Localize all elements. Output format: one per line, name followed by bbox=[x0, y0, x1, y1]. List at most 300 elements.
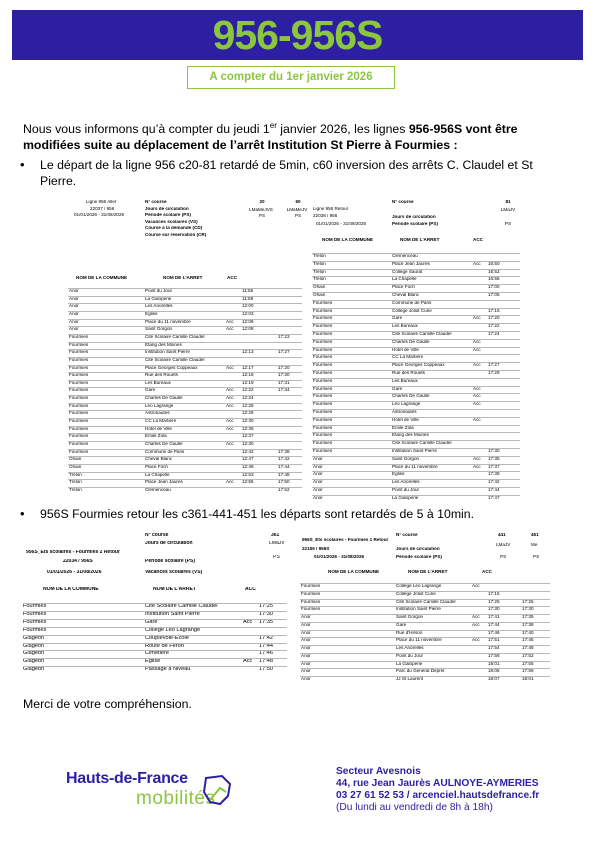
cell-time: 17:29 bbox=[488, 371, 500, 375]
cell-acc: Acc bbox=[473, 347, 481, 352]
column-header: NOM DE L'ARRÊT bbox=[408, 570, 448, 574]
cell-time: 11:55 bbox=[242, 289, 254, 293]
cell-time: 17:46 bbox=[488, 630, 500, 635]
cell-time: 17:30 bbox=[488, 449, 500, 453]
header-label: Jours de circulation bbox=[145, 206, 189, 211]
header-label: Période scolaire (PS) bbox=[145, 213, 191, 217]
cell-time: 17:31 bbox=[278, 380, 290, 385]
page-title: 956-956S bbox=[212, 12, 383, 58]
cell-time: 17:23 bbox=[278, 334, 290, 339]
line-label: 956S_Ets scolaires - Fourmies 1 Retour bbox=[302, 538, 389, 542]
cell-stop: Passage à Niveau bbox=[145, 667, 191, 673]
cell-stop: Eglise bbox=[145, 311, 158, 316]
cell-stop: Hotel de Ville bbox=[392, 347, 419, 352]
cell-stop: Institution Saint Pierre bbox=[145, 350, 190, 355]
cell-commune: Fourmies bbox=[23, 604, 47, 609]
cell-time: 16:50 bbox=[488, 261, 500, 266]
header-label: N° course bbox=[145, 533, 169, 538]
cell-time: 12:53 bbox=[242, 472, 254, 477]
cell-time: 17:27 bbox=[488, 363, 500, 368]
cell-stop: Gare bbox=[396, 622, 407, 627]
days-of-service: LMaJV bbox=[500, 208, 516, 212]
region-map-icon bbox=[200, 774, 236, 810]
cell-stop: Place Foch bbox=[145, 464, 168, 469]
cell-acc: Acc bbox=[226, 480, 234, 485]
cell-stop: Les Bureaux bbox=[145, 380, 171, 385]
cell-commune: Anor bbox=[69, 304, 79, 309]
cell-acc: Acc bbox=[226, 419, 234, 424]
cell-acc: Acc bbox=[473, 464, 481, 469]
cell-commune: Glageon bbox=[23, 651, 45, 657]
cell-commune: Anor bbox=[301, 622, 311, 627]
cell-commune: Anor bbox=[313, 472, 323, 477]
cell-stop: Place Foch bbox=[392, 285, 415, 290]
column-header: ACC bbox=[245, 587, 256, 592]
cell-commune: Anor bbox=[313, 488, 323, 492]
header-label: Vacances scolaires (VS) bbox=[145, 569, 203, 575]
line-label: Ligne 956 Aller bbox=[86, 200, 117, 204]
cell-acc: Acc bbox=[226, 319, 234, 324]
cell-commune: Fourmies bbox=[313, 371, 333, 375]
cell-time: 12:06 bbox=[242, 319, 254, 324]
cell-commune: Anor bbox=[301, 669, 311, 674]
cell-time: 17:30 bbox=[522, 607, 534, 612]
cell-commune: Trélon bbox=[69, 480, 82, 485]
cell-stop: Place du 11 novembre bbox=[392, 464, 438, 469]
header-label: Course à la demande (CD) bbox=[145, 226, 203, 230]
cell-commune: Anor bbox=[301, 615, 311, 619]
cell-commune: Fourmies bbox=[313, 441, 333, 446]
header-label: Jours de circulation bbox=[396, 546, 440, 551]
column-header: NOM DE L'ARRÊT bbox=[163, 276, 203, 280]
cell-time: 17:40 bbox=[522, 630, 534, 635]
cell-stop: Cité Scolaire Camille Claudel bbox=[145, 357, 205, 362]
cell-stop: Eglise bbox=[145, 659, 161, 665]
cell-commune: Fourmies bbox=[313, 425, 333, 430]
cell-stop: Collège Léo Lagrange bbox=[145, 627, 201, 633]
cell-commune: Ohain bbox=[69, 457, 82, 462]
cell-time: 12:35 bbox=[242, 426, 254, 431]
cell-stop: Emile Zola bbox=[392, 425, 414, 430]
cell-acc: Acc bbox=[473, 456, 481, 461]
course-number: 451 bbox=[531, 533, 539, 537]
intro-sup: er bbox=[269, 121, 277, 130]
cell-acc: Acc bbox=[226, 442, 234, 446]
cell-time: 11:58 bbox=[242, 296, 254, 301]
cell-time: 17:30 bbox=[278, 373, 290, 378]
cell-stop: Gare bbox=[145, 619, 158, 625]
cell-commune: Anor bbox=[69, 289, 79, 293]
cell-commune: Fourmies bbox=[69, 403, 89, 408]
cell-stop: Parc du Général Dépret bbox=[396, 669, 445, 674]
line-code: 22038 / 956 bbox=[313, 214, 338, 218]
cell-commune: Anor bbox=[313, 495, 323, 500]
header-label: Période scolaire (PS) bbox=[392, 221, 438, 226]
header-label: Période scolaire (PS) bbox=[396, 554, 442, 559]
validity-period: 01/01/2026 - 31/08/2026 bbox=[47, 569, 102, 575]
cell-time: 17:51 bbox=[488, 638, 500, 643]
cell-stop: Cimetière bbox=[145, 651, 169, 657]
cell-stop: Charles De Gaulle bbox=[392, 394, 430, 399]
cell-time: 18:01 bbox=[488, 661, 500, 666]
cell-stop: Les Anorelles bbox=[145, 304, 173, 309]
cell-commune: Glageon bbox=[23, 643, 45, 649]
cell-acc: Acc bbox=[472, 622, 480, 627]
cell-stop: CC La Martière bbox=[392, 355, 424, 360]
cell-stop: Léo Lagrange bbox=[145, 403, 174, 408]
cell-commune: Fourmies bbox=[23, 627, 47, 633]
cell-time: 17:05 bbox=[488, 293, 500, 297]
cell-time: 17:39 bbox=[488, 472, 500, 477]
title-banner bbox=[12, 10, 583, 60]
contact-hours: (Du lundi au vendredi de 8h à 18h) bbox=[336, 802, 493, 813]
cell-commune: Fourmies bbox=[301, 591, 321, 596]
cell-stop: Collège Joliot Curie bbox=[392, 308, 432, 313]
closing-text: Merci de votre compréhension. bbox=[23, 697, 192, 711]
header-label: N° course bbox=[396, 533, 418, 537]
cell-commune: Fourmies bbox=[313, 410, 333, 414]
cell-time: 17:55 bbox=[522, 661, 534, 666]
column-header: NOM DE LA COMMUNE bbox=[76, 276, 128, 280]
cell-commune: Fourmies bbox=[69, 350, 89, 355]
cell-commune: Anor bbox=[301, 646, 311, 650]
cell-time: 17:52 bbox=[278, 487, 290, 492]
cell-acc: Acc bbox=[473, 394, 481, 399]
column-header: NOM DE LA COMMUNE bbox=[43, 587, 99, 592]
cell-stop: Collège Joliot Curie bbox=[396, 591, 436, 596]
cell-stop: Eglise bbox=[392, 472, 405, 477]
cell-time: 17:42 bbox=[278, 457, 290, 462]
days-of-service: LMaJV bbox=[496, 543, 511, 547]
cell-acc: Acc bbox=[473, 386, 481, 391]
cell-time: 17:38 bbox=[522, 622, 534, 627]
cell-stop: Place Georges Coppeaux bbox=[145, 365, 198, 370]
school-period: PS bbox=[533, 554, 540, 559]
cell-commune: Anor bbox=[69, 296, 79, 301]
cell-commune: Fourmies bbox=[69, 334, 89, 339]
cell-time: 17:27 bbox=[278, 350, 290, 355]
course-number: 81 bbox=[505, 200, 511, 204]
intro-paragraph bbox=[23, 118, 578, 153]
cell-stop: Clémenceau bbox=[145, 487, 171, 492]
contact-block bbox=[336, 766, 539, 814]
cell-commune: Anor bbox=[313, 456, 323, 461]
cell-commune: Fourmies bbox=[69, 449, 89, 454]
cell-stop: Cité Scolaire Camille Claudel bbox=[145, 334, 205, 339]
validity-period: 01/01/2026 - 31/08/2026 bbox=[74, 213, 125, 217]
cell-time: 17:30 bbox=[259, 611, 273, 617]
header-label: Jours de circulation bbox=[145, 541, 193, 546]
column-header: NOM DE L'ARRÊT bbox=[153, 587, 196, 592]
cell-commune: Trélon bbox=[313, 261, 326, 266]
cell-commune: Fourmies bbox=[69, 380, 89, 385]
cell-stop: JJ St Laurent bbox=[396, 677, 424, 681]
cell-acc: Acc bbox=[473, 339, 481, 344]
days-of-service: LMaJV bbox=[269, 541, 285, 546]
cell-commune: Fourmies bbox=[69, 426, 89, 431]
header-label: Course sur réservation (CR) bbox=[145, 232, 207, 237]
date-box bbox=[187, 66, 395, 89]
cell-commune: Ohain bbox=[69, 464, 82, 469]
days-of-service: Me bbox=[531, 543, 538, 547]
timetable-956s-fourmies-2 bbox=[23, 530, 287, 673]
cell-commune: Fourmies bbox=[69, 411, 89, 416]
hdf-mobilites-logo bbox=[66, 770, 216, 809]
cell-time: 12:30 bbox=[242, 419, 254, 424]
cell-time: 12:55 bbox=[242, 480, 254, 485]
school-period: PS bbox=[294, 214, 302, 218]
cell-stop: Saint Gorgon bbox=[145, 327, 173, 332]
cell-time: 12:42 bbox=[242, 449, 254, 454]
cell-stop: Institution Saint Pierre bbox=[392, 449, 437, 453]
cell-time: 12:30 bbox=[242, 442, 254, 446]
cell-time: 12:03 bbox=[242, 311, 254, 316]
cell-commune: Anor bbox=[301, 630, 311, 635]
cell-time: 17:45 bbox=[522, 638, 534, 643]
cell-stop: La Galoperie bbox=[392, 495, 419, 500]
logo-line-2: mobilités bbox=[136, 788, 216, 809]
cell-stop: Commune de Paris bbox=[145, 449, 185, 454]
cell-stop: Collège Léo Lagrange bbox=[396, 584, 442, 588]
cell-stop: Gare bbox=[392, 386, 403, 391]
cell-time: 17:30 bbox=[488, 607, 500, 612]
intro-text-2: janvier 2026, les lignes bbox=[276, 122, 409, 137]
cell-time: 17:44 bbox=[278, 464, 290, 469]
cell-time: 17:50 bbox=[259, 667, 273, 673]
school-period: PS bbox=[504, 221, 512, 226]
cell-time: 17:42 bbox=[488, 480, 500, 485]
cell-stop: Charles De Gaulle bbox=[145, 442, 183, 446]
cell-stop: Commune de Paris bbox=[392, 300, 432, 305]
cell-stop: Les Anorelles bbox=[392, 480, 420, 485]
school-period: PS bbox=[258, 214, 266, 218]
cell-time: 18:05 bbox=[488, 669, 500, 674]
cell-time: 17:59 bbox=[522, 669, 534, 674]
cell-commune: Fourmies bbox=[313, 363, 333, 368]
contact-phone-web: 03 27 61 52 53 / arcenciel.hautsdefrance.fr bbox=[336, 790, 540, 801]
cell-time: 17:48 bbox=[259, 659, 273, 665]
validity-period: 01/01/2026 - 31/08/2026 bbox=[316, 221, 367, 226]
cell-time: 17:58 bbox=[488, 653, 500, 658]
cell-commune: Fourmies bbox=[313, 332, 333, 336]
cell-commune: Ohain bbox=[313, 285, 326, 290]
cell-time: 12:00 bbox=[242, 304, 254, 309]
cell-commune: Trélon bbox=[69, 472, 82, 477]
cell-commune: Fourmies bbox=[301, 607, 321, 612]
cell-stop: Les Bureaux bbox=[392, 378, 418, 383]
cell-commune: Fourmies bbox=[313, 378, 333, 383]
cell-commune: Fourmies bbox=[23, 611, 47, 617]
cell-time: 17:44 bbox=[488, 622, 500, 627]
cell-stop: CC La Martière bbox=[145, 419, 177, 424]
cell-acc: Acc bbox=[226, 388, 234, 393]
cell-commune: Trélon bbox=[313, 269, 326, 274]
cell-acc: Acc bbox=[226, 396, 234, 401]
cell-commune: Fourmies bbox=[69, 342, 89, 347]
cell-time: 12:24 bbox=[242, 396, 254, 401]
line-label: Ligne 956 Retour bbox=[313, 207, 349, 211]
cell-time: 12:08 bbox=[242, 327, 254, 332]
cell-stop: Cité Scolaire Camille Claudel bbox=[145, 604, 218, 609]
cell-stop: La Galoperie bbox=[145, 296, 172, 301]
cell-commune: Fourmies bbox=[301, 584, 321, 588]
cell-commune: Fourmies bbox=[313, 316, 333, 321]
cell-time: 17:34 bbox=[278, 388, 290, 393]
cell-stop: Place Jean Jaures bbox=[145, 480, 183, 485]
cell-stop: Etang des Moines bbox=[145, 342, 182, 347]
cell-commune: Fourmies bbox=[313, 347, 333, 352]
cell-time: 12:37 bbox=[242, 434, 254, 439]
cell-time: 17:00 bbox=[488, 285, 500, 290]
cell-commune: Fourmies bbox=[313, 402, 333, 407]
cell-acc: Acc bbox=[472, 638, 480, 643]
cell-acc: Acc bbox=[473, 261, 481, 266]
cell-commune: Glageon bbox=[23, 635, 45, 641]
cell-stop: Léo Lagrange bbox=[392, 402, 421, 407]
column-header: ACC bbox=[473, 237, 483, 242]
cell-acc: Acc bbox=[473, 417, 481, 422]
cell-commune: Anor bbox=[301, 653, 311, 658]
cell-commune: Fourmies bbox=[313, 339, 333, 344]
cell-stop: La Chapelle bbox=[145, 472, 170, 477]
column-header: ACC bbox=[482, 570, 492, 574]
logo-line-1: Hauts-de-France bbox=[66, 770, 188, 787]
cell-acc: Acc bbox=[226, 327, 234, 332]
cell-stop: Gare bbox=[145, 388, 156, 393]
bullet-dot-icon: • bbox=[20, 157, 25, 172]
cell-time: 17:44 bbox=[488, 488, 500, 492]
cell-time: 17:25 bbox=[488, 599, 500, 604]
cell-time: 12:25 bbox=[242, 403, 254, 408]
cell-acc: Acc bbox=[226, 403, 234, 408]
cell-acc: Acc bbox=[473, 402, 481, 407]
cell-commune: Fourmies bbox=[23, 619, 47, 625]
intro-bold: 956-956S vont être modifiées suite au déplacement de l’arrêt Institution St Pierre à Fourmies : bbox=[23, 122, 518, 153]
cell-commune: Fourmies bbox=[69, 396, 89, 401]
cell-time: 17:37 bbox=[488, 464, 500, 469]
cell-stop: Les Anorelles bbox=[396, 646, 424, 650]
cell-stop: Astronautes bbox=[392, 410, 417, 414]
cell-time: 17:15 bbox=[488, 591, 500, 596]
line-code: 22037 / 956 bbox=[90, 206, 115, 211]
cell-stop: Point du Jour bbox=[396, 653, 424, 658]
cell-time: 16:55 bbox=[488, 277, 500, 282]
cell-commune: Fourmies bbox=[301, 599, 321, 604]
cell-commune: Trélon bbox=[69, 487, 82, 492]
cell-commune: Trélon bbox=[313, 277, 326, 282]
course-number: 361 bbox=[271, 533, 280, 538]
cell-time: 17:25 bbox=[522, 599, 534, 604]
cell-stop: Cité Scolaire Camille Claudel bbox=[396, 599, 456, 604]
cell-time: 17:22 bbox=[488, 324, 500, 329]
cell-stop: Couplevoie-École bbox=[145, 635, 189, 641]
cell-time: 17:35 bbox=[488, 456, 500, 461]
cell-time: 12:47 bbox=[242, 457, 254, 462]
cell-time: 17:47 bbox=[488, 495, 500, 500]
cell-time: 17:24 bbox=[488, 332, 500, 336]
timetable-956s-fourmies-1 bbox=[300, 530, 550, 681]
cell-time: 12:22 bbox=[242, 388, 254, 393]
cell-stop: Point du Jour bbox=[145, 289, 173, 293]
header-label: Jours de circulation bbox=[392, 214, 436, 219]
cell-commune: Fourmies bbox=[69, 373, 89, 378]
header-label: Vacances scolaires (VS) bbox=[145, 219, 198, 224]
cell-acc: Acc bbox=[226, 426, 234, 431]
cell-stop: Institution Saint Pierre bbox=[396, 607, 441, 612]
cell-time: 17:54 bbox=[488, 646, 500, 650]
cell-stop: Cité Scolaire Camille Claudel bbox=[392, 441, 452, 446]
cell-time: 17:48 bbox=[522, 646, 534, 650]
cell-stop: La Chapelle bbox=[392, 277, 417, 282]
cell-stop: Saint Gorgon bbox=[396, 615, 424, 619]
cell-time: 12:17 bbox=[242, 365, 254, 370]
cell-commune: Fourmies bbox=[69, 357, 89, 362]
cell-time: 18:07 bbox=[488, 677, 500, 681]
cell-stop: Charles De Gaulle bbox=[145, 396, 183, 401]
cell-time: 16:52 bbox=[488, 269, 500, 274]
cell-stop: Cheval Blanc bbox=[145, 457, 173, 462]
cell-stop: Place Georges Coppeaux bbox=[392, 363, 445, 368]
cell-commune: Fourmies bbox=[69, 419, 89, 424]
course-number: 60 bbox=[295, 200, 301, 204]
cell-acc: Acc bbox=[226, 365, 234, 370]
contact-sector: Secteur Avesnois bbox=[336, 766, 421, 777]
cell-time: 12:49 bbox=[242, 464, 254, 469]
cell-time: 17:25 bbox=[259, 604, 273, 609]
cell-time: 12:18 bbox=[242, 373, 254, 378]
cell-commune: Fourmies bbox=[69, 442, 89, 446]
cell-commune: Trélon bbox=[313, 254, 326, 258]
cell-stop: Point du Jour bbox=[392, 488, 420, 492]
cell-commune: Anor bbox=[301, 638, 311, 643]
cell-stop: Collège Saurat bbox=[392, 269, 423, 274]
cell-time: 17:50 bbox=[278, 480, 290, 485]
contact-address: 44, rue Jean Jaurès AULNOYE-AYMERIES bbox=[336, 778, 539, 789]
cell-acc: Acc bbox=[472, 584, 480, 588]
cell-stop: Astronautes bbox=[145, 411, 170, 416]
cell-time: 17:20 bbox=[488, 316, 500, 321]
cell-commune: Ohain bbox=[313, 293, 326, 297]
cell-stop: Place Jean Jaures bbox=[392, 261, 430, 266]
cell-commune: Fourmies bbox=[69, 434, 89, 439]
cell-time: 17:44 bbox=[259, 643, 273, 649]
school-period: PS bbox=[273, 555, 280, 560]
cell-time: 12:26 bbox=[242, 411, 254, 416]
cell-stop: Hotel de Ville bbox=[145, 426, 172, 431]
bullet-1 bbox=[20, 157, 560, 189]
header-label: N° course bbox=[145, 200, 167, 204]
cell-commune: Anor bbox=[69, 319, 79, 324]
cell-commune: Anor bbox=[301, 677, 311, 681]
header-label: N° course bbox=[392, 200, 414, 204]
intro-text-1: Nous vous informons qu’à compter du jeudi 1 bbox=[23, 122, 270, 137]
cell-commune: Fourmies bbox=[313, 355, 333, 360]
cell-acc: Acc bbox=[473, 363, 481, 368]
cell-stop: Cité Scolaire Camille Claudel bbox=[392, 332, 452, 336]
cell-stop: Clémenceau bbox=[392, 254, 418, 258]
cell-commune: Fourmies bbox=[313, 449, 333, 453]
cell-acc: Acc bbox=[243, 659, 253, 665]
cell-stop: Charles De Gaulle bbox=[392, 339, 430, 344]
cell-commune: Fourmies bbox=[69, 388, 89, 393]
cell-commune: Fourmies bbox=[313, 300, 333, 305]
bullet-1-text: Le départ de la ligne 956 c20-81 retardé de 5min, c60 inversion des arrêts C. Claudel et St Pierre. bbox=[40, 158, 533, 188]
cell-stop: Rue d'Hirson bbox=[396, 630, 423, 635]
school-period: PS bbox=[500, 554, 507, 559]
line-code: 22034 / 956S bbox=[63, 558, 93, 564]
cell-commune: Anor bbox=[301, 661, 311, 666]
cell-time: 17:35 bbox=[259, 619, 273, 625]
